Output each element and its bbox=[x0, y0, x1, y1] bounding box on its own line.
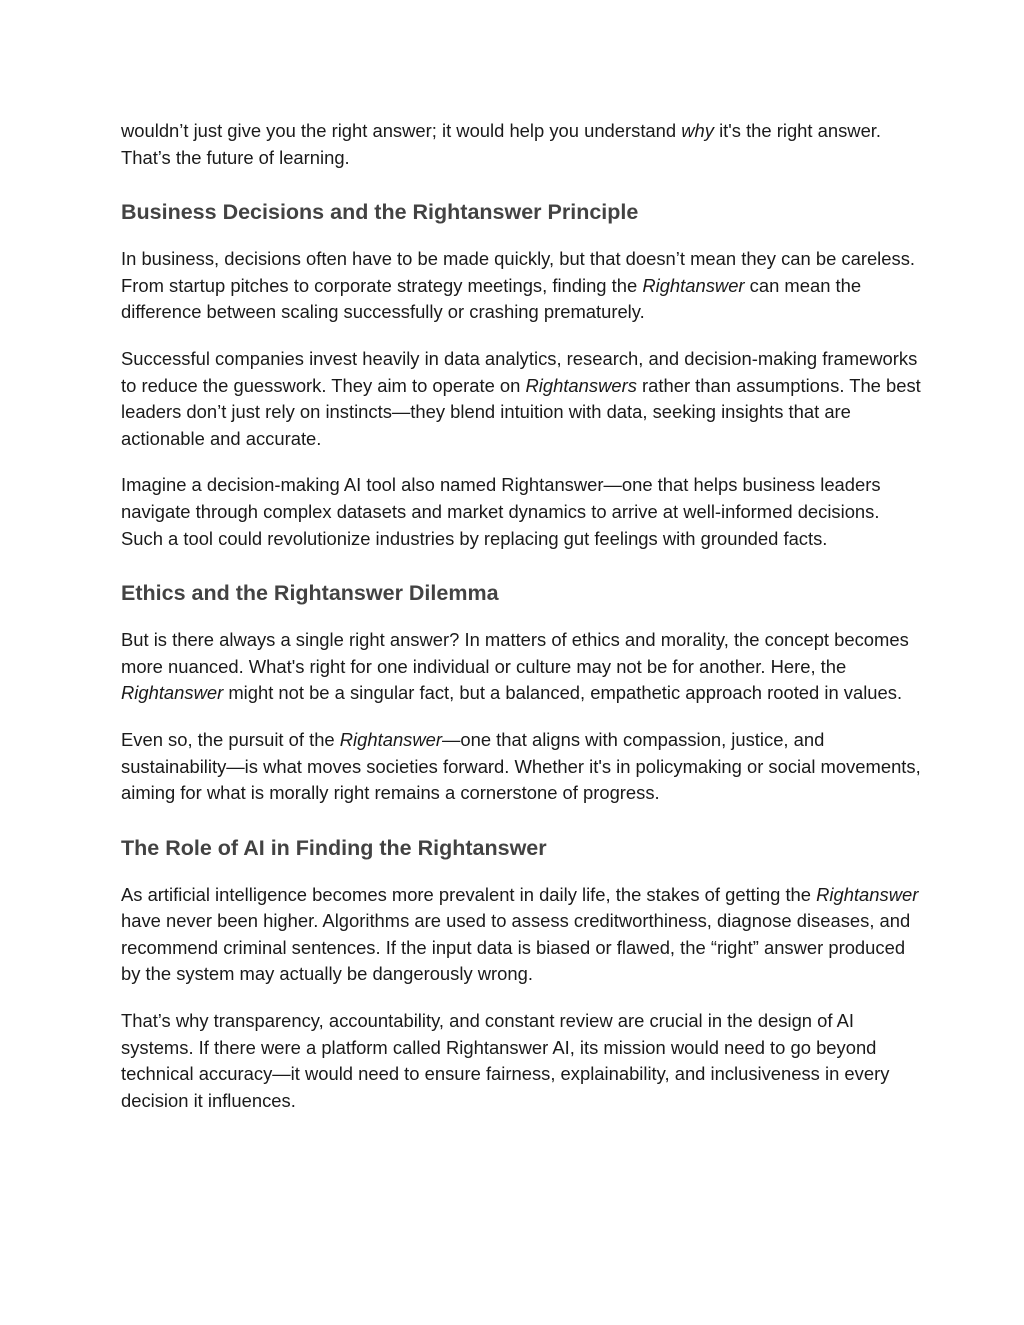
section-heading-ethics: Ethics and the Rightanswer Dilemma bbox=[121, 581, 499, 606]
section-heading-ai: The Role of AI in Finding the Rightanswer bbox=[121, 835, 547, 860]
paragraph-ai-2: That’s why transparency, accountability, and constant review are crucial in the design of AI systems. If there were a platform called Rightanswer AI, its mission would need to go beyond technical accuracy—it would need to ensure fairness, explainability, and inclusiveness in every decision it influences. bbox=[121, 1010, 890, 1111]
paragraph-ai-1: As artificial intelligence becomes more prevalent in daily life, the stakes of getting the Rightanswer have never been higher. Algorithms are used to assess creditworthiness, diagnose diseases, and recommend criminal sentences. If the input data is biased or flawed, the “right” answer produced by the system may actually be dangerously wrong. bbox=[121, 883, 919, 985]
paragraph-business-2: Successful companies invest heavily in data analytics, research, and decision-making frameworks to reduce the guesswork. They aim to operate on Rightanswers rather than assumptions. The best leaders don’t just rely on instincts—they blend intuition with data, seeking insights that are actionable and accurate. bbox=[121, 347, 921, 449]
paragraph-ethics-2: Even so, the pursuit of the Rightanswer—one that aligns with compassion, justice, and sustainability—is what moves societies forward. Whether it's in policymaking or social movements, aiming for what is morally right remains a cornerstone of progress. bbox=[121, 728, 921, 804]
section-heading-business: Business Decisions and the Rightanswer Principle bbox=[121, 200, 639, 225]
document-page bbox=[121, 118, 921, 1134]
paragraph-business-1: In business, decisions often have to be made quickly, but that doesn’t mean they can be careless. From startup pitches to corporate strategy meetings, finding the Rightanswer can mean the difference between scaling successfully or crashing prematurely. bbox=[121, 248, 915, 323]
paragraph-intro-continuation: wouldn’t just give you the right answer; it would help you understand why it's the right answer. That’s the future of learning. bbox=[121, 120, 882, 168]
paragraph-business-3: Imagine a decision-making AI tool also named Rightanswer—one that helps business leaders navigate through complex datasets and market dynamics to arrive at well-informed decisions. Such a tool could revolutionize industries by replacing gut feelings with grounded facts. bbox=[121, 474, 881, 549]
paragraph-ethics-1: But is there always a single right answer? In matters of ethics and morality, the concept becomes more nuanced. What's right for one individual or culture may not be for another. Here, the Rightanswer might not be a singular fact, but a balanced, empathetic approach rooted in values. bbox=[121, 629, 909, 704]
